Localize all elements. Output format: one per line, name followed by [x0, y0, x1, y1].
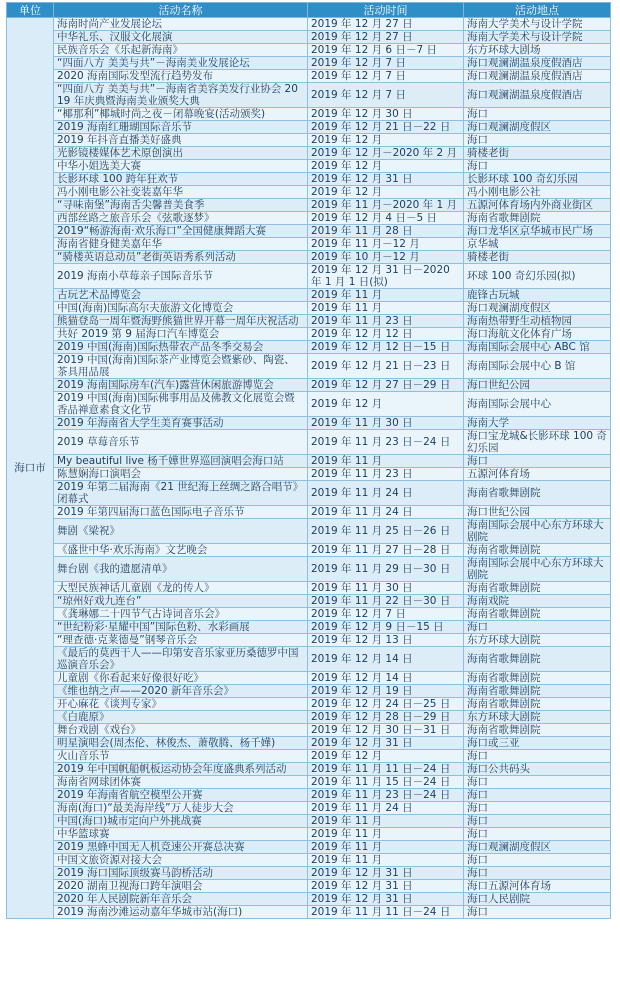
event-location-cell: 海口 — [464, 815, 611, 828]
event-name-cell: 2019 海南小草莓亲子国际音乐节 — [54, 264, 308, 289]
event-location-cell: 海口五源河体育场 — [464, 880, 611, 893]
event-time-cell: 2019 年 12 月 31 日 — [308, 880, 464, 893]
event-location-cell: 五源河体育场内外商业街区 — [464, 199, 611, 212]
event-location-cell: 海南热带野生动植物园 — [464, 315, 611, 328]
event-location-cell: 海口观澜湖度假区 — [464, 121, 611, 134]
event-location-cell: 海口 — [464, 802, 611, 815]
event-location-cell: 海口观澜湖度假区 — [464, 302, 611, 315]
table-row — [7, 582, 611, 595]
table-row — [7, 455, 611, 468]
table-row — [7, 199, 611, 212]
table-row — [7, 544, 611, 557]
event-location-cell: 海口观澜湖度假区 — [464, 841, 611, 854]
event-time-cell: 2019 年 11 月 15 日－24 日 — [308, 776, 464, 789]
event-time-cell: 2019 年 12 月 31 日 — [308, 893, 464, 906]
event-name-cell: 中华篮球赛 — [54, 828, 308, 841]
header-event-name: 活动名称 — [54, 3, 308, 18]
event-time-cell: 2019 年 12 月 12 日－15 日 — [308, 341, 464, 354]
event-location-cell: 海南省歌舞剧院 — [464, 544, 611, 557]
event-name-cell: My beautiful live 杨千嬅世界巡回演唱会海口站 — [54, 455, 308, 468]
event-name-cell: 开心麻花《谈判专家》 — [54, 698, 308, 711]
event-time-cell: 2019 年 12 月 19 日 — [308, 685, 464, 698]
event-location-cell: 五源河体育场 — [464, 468, 611, 481]
table-row — [7, 802, 611, 815]
event-name-cell: 2019 中国(海南)国际茶产业博览会暨紫砂、陶瓷、茶具用品展 — [54, 354, 308, 379]
table-row — [7, 264, 611, 289]
table-row — [7, 354, 611, 379]
table-row — [7, 789, 611, 802]
table-row — [7, 70, 611, 83]
event-location-cell: 海口 — [464, 455, 611, 468]
event-time-cell: 2019 年 12 月 — [308, 186, 464, 199]
table-row — [7, 685, 611, 698]
event-time-cell: 2019 年 11 月 — [308, 289, 464, 302]
table-row — [7, 44, 611, 57]
event-name-cell: 2020 海南国际发型流行趋势发布 — [54, 70, 308, 83]
event-name-cell: 火山音乐节 — [54, 750, 308, 763]
event-time-cell: 2019 年 12 月 6 日－7 日 — [308, 44, 464, 57]
event-location-cell: 海南国际会展中心东方环球大剧院 — [464, 557, 611, 582]
event-time-cell: 2019 年 11 月 24 日 — [308, 802, 464, 815]
event-time-cell: 2019 年 12 月 31 日 — [308, 867, 464, 880]
event-name-cell: 大型民族神话儿童剧《龙的传人》 — [54, 582, 308, 595]
event-name-cell: 中华小姐选美大赛 — [54, 160, 308, 173]
event-time-cell: 2019 年 12 月 28 日－29 日 — [308, 711, 464, 724]
event-location-cell: 海南省歌舞剧院 — [464, 608, 611, 621]
event-name-cell: “椰那利”椰城时尚之夜－闭幕晚宴(活动颁奖) — [54, 108, 308, 121]
event-name-cell: 中国文旅资源对接大会 — [54, 854, 308, 867]
event-table — [6, 2, 611, 919]
event-name-cell: “琼州好戏九连台” — [54, 595, 308, 608]
event-time-cell: 2019 年 11 月 — [308, 302, 464, 315]
event-name-cell: 《最后的莫西干人——印第安音乐家亚历桑德罗中国巡演音乐会》 — [54, 647, 308, 672]
event-location-cell: 海口 — [464, 854, 611, 867]
table-row — [7, 134, 611, 147]
event-time-cell: 2019 年 12 月 — [308, 392, 464, 417]
event-name-cell: 2019 中国(海南)国际热带农产品冬季交易会 — [54, 341, 308, 354]
event-time-cell: 2019 年 12 月－2020 年 2 月 — [308, 147, 464, 160]
event-name-cell: 海南省网球团体赛 — [54, 776, 308, 789]
table-row — [7, 711, 611, 724]
event-name-cell: “四面八方 美美与共”－海南美业发展论坛 — [54, 57, 308, 70]
event-location-cell: 海口 — [464, 134, 611, 147]
event-location-cell: 环球 100 奇幻乐园(拟) — [464, 264, 611, 289]
event-name-cell: 熊猫登岛一周年暨海野熊猫世界开幕一周年庆祝活动 — [54, 315, 308, 328]
table-row — [7, 724, 611, 737]
unit-cell: 海口市 — [7, 18, 54, 919]
event-name-cell: 2019 中国(海南)国际佛事用品及佛教文化展览会暨香品禅意素食文化节 — [54, 392, 308, 417]
event-name-cell: 儿童剧《你看起来好像很好吃》 — [54, 672, 308, 685]
event-location-cell: 海南省歌舞剧院 — [464, 582, 611, 595]
event-time-cell: 2019 年 11 月 29 日－30 日 — [308, 557, 464, 582]
event-location-cell: 海南大学 — [464, 417, 611, 430]
event-name-cell: 海南(海口)“最美海岸线”万人徒步大会 — [54, 802, 308, 815]
event-time-cell: 2019 年 12 月 7 日 — [308, 83, 464, 108]
table-row — [7, 776, 611, 789]
event-location-cell: 海口 — [464, 108, 611, 121]
event-location-cell: 海口龙华区京华城市民广场 — [464, 225, 611, 238]
event-location-cell: 海南省歌舞剧院 — [464, 672, 611, 685]
event-time-cell: 2019 年 12 月 27 日－29 日 — [308, 379, 464, 392]
table-row — [7, 893, 611, 906]
table-row — [7, 737, 611, 750]
event-time-cell: 2019 年 11 月 24 日 — [308, 481, 464, 506]
event-name-cell: 中国(海南)国际高尔夫旅游文化博览会 — [54, 302, 308, 315]
event-name-cell: 2019 草莓音乐节 — [54, 430, 308, 455]
event-time-cell: 2019 年 12 月 24 日－25 日 — [308, 698, 464, 711]
table-row — [7, 906, 611, 919]
event-location-cell: 海口人民剧院 — [464, 893, 611, 906]
event-time-cell: 2019 年 11 月 — [308, 815, 464, 828]
table-row — [7, 698, 611, 711]
event-name-cell: 2019“畅游海南·欢乐海口”全国健康舞蹈大赛 — [54, 225, 308, 238]
table-body — [7, 18, 611, 919]
event-name-cell: 光影镜楼媒体艺术原创演出 — [54, 147, 308, 160]
event-time-cell: 2019 年 12 月 9 日－15 日 — [308, 621, 464, 634]
event-location-cell: 海南省歌舞剧院 — [464, 481, 611, 506]
table-row — [7, 121, 611, 134]
event-time-cell: 2019 年 11 月 27 日－28 日 — [308, 544, 464, 557]
event-name-cell: 2019 年抖音直播美好盛典 — [54, 134, 308, 147]
event-location-cell: 海南省歌舞剧院 — [464, 647, 611, 672]
event-name-cell: 舞台戏剧《戏台》 — [54, 724, 308, 737]
table-row — [7, 481, 611, 506]
table-row — [7, 828, 611, 841]
event-location-cell: 长影环球 100 奇幻乐园 — [464, 173, 611, 186]
event-location-cell: 东方环球大剧院 — [464, 634, 611, 647]
table-row — [7, 18, 611, 31]
event-location-cell: 海南省歌舞剧院 — [464, 724, 611, 737]
event-location-cell: 海南戏院 — [464, 595, 611, 608]
event-name-cell: 民族音乐会《乐起新海南》 — [54, 44, 308, 57]
event-location-cell: 海口观澜湖温泉度假酒店 — [464, 83, 611, 108]
event-time-cell: 2019 年 11 月 30 日 — [308, 417, 464, 430]
event-time-cell: 2019 年 11 月 28 日 — [308, 225, 464, 238]
event-time-cell: 2019 年 11 月 30 日 — [308, 582, 464, 595]
event-name-cell: 海南省健身健美嘉年华 — [54, 238, 308, 251]
event-name-cell: 《盛世中华·欢乐海南》文艺晚会 — [54, 544, 308, 557]
event-location-cell: 骑楼老街 — [464, 251, 611, 264]
table-row — [7, 468, 611, 481]
table-row — [7, 341, 611, 354]
event-name-cell: “世纪粉彩·星耀中国”国际色粉、水彩画展 — [54, 621, 308, 634]
event-time-cell: 2019 年 11 月 23 日 — [308, 315, 464, 328]
table-row — [7, 519, 611, 544]
event-time-cell: 2019 年 12 月 27 日 — [308, 18, 464, 31]
event-time-cell: 2019 年 12 月 12 日 — [308, 328, 464, 341]
header-event-location: 活动地点 — [464, 3, 611, 18]
table-row — [7, 430, 611, 455]
table-row — [7, 379, 611, 392]
event-name-cell: 舞台剧《我的遗愿清单》 — [54, 557, 308, 582]
event-time-cell: 2019 年 11 月 22 日－30 日 — [308, 595, 464, 608]
event-time-cell: 2019 年 12 月 27 日 — [308, 31, 464, 44]
event-time-cell: 2019 年 11 月 25 日－26 日 — [308, 519, 464, 544]
event-location-cell: 海口 — [464, 828, 611, 841]
table-header-row — [7, 3, 611, 18]
event-name-cell: 2019 黑蜂中国无人机竞速公开赛总决赛 — [54, 841, 308, 854]
event-time-cell: 2019 年 11 月 23 日 — [308, 468, 464, 481]
event-time-cell: 2019 年 10 月－12 月 — [308, 251, 464, 264]
event-table-container — [6, 2, 610, 919]
event-name-cell: 冯小刚电影公社变装嘉年华 — [54, 186, 308, 199]
event-location-cell: 海口世纪公园 — [464, 506, 611, 519]
table-row — [7, 160, 611, 173]
event-name-cell: “四面八方 美美与共”－海南省美容美发行业协会 2019 年庆典暨海南美业颁奖大典 — [54, 83, 308, 108]
event-name-cell: 2019 海南沙滩运动嘉年华城市站(海口) — [54, 906, 308, 919]
event-name-cell: 古玩艺术品博览会 — [54, 289, 308, 302]
event-location-cell: 海口 — [464, 160, 611, 173]
event-time-cell: 2019 年 12 月 21 日－22 日 — [308, 121, 464, 134]
event-time-cell: 2019 年 11 月 — [308, 828, 464, 841]
event-location-cell: 海南大学美术与设计学院 — [464, 18, 611, 31]
table-row — [7, 621, 611, 634]
event-name-cell: 《白鹿原》 — [54, 711, 308, 724]
table-row — [7, 880, 611, 893]
table-row — [7, 750, 611, 763]
event-location-cell: 海口 — [464, 750, 611, 763]
event-time-cell: 2019 年 12 月 21 日－23 日 — [308, 354, 464, 379]
event-name-cell: 2019 年第二届海南《21 世纪海上丝绸之路合唱节》闭幕式 — [54, 481, 308, 506]
event-time-cell: 2019 年 12 月 14 日 — [308, 647, 464, 672]
table-row — [7, 815, 611, 828]
table-row — [7, 173, 611, 186]
table-row — [7, 328, 611, 341]
event-time-cell: 2019 年 11 月 23 日－24 日 — [308, 789, 464, 802]
event-time-cell: 2019 年 11 月－2020 年 1 月 — [308, 199, 464, 212]
event-name-cell: “寻味南堡”海南舌尖馨普美食季 — [54, 199, 308, 212]
table-row — [7, 83, 611, 108]
table-row — [7, 147, 611, 160]
header-event-time: 活动时间 — [308, 3, 464, 18]
table-row — [7, 417, 611, 430]
event-name-cell: 2019 年海南省大学生美育赛事活动 — [54, 417, 308, 430]
event-name-cell: 《龚琳娜二十四节气古诗词音乐会》 — [54, 608, 308, 621]
event-location-cell: 东方环球大剧场 — [464, 44, 611, 57]
event-location-cell: 海口宝龙城&长影环球 100 奇幻乐园 — [464, 430, 611, 455]
event-name-cell: 2019 年海南省航空模型公开赛 — [54, 789, 308, 802]
event-location-cell: 海南省歌舞剧院 — [464, 685, 611, 698]
event-location-cell: 海口 — [464, 621, 611, 634]
event-time-cell: 2019 年 12 月 31 日 — [308, 737, 464, 750]
event-name-cell: 中国(海口)城市定向户外挑战赛 — [54, 815, 308, 828]
event-time-cell: 2019 年 12 月 30 日－31 日 — [308, 724, 464, 737]
event-time-cell: 2019 年 12 月 13 日 — [308, 634, 464, 647]
event-time-cell: 2019 年 12 月 — [308, 160, 464, 173]
table-row — [7, 841, 611, 854]
event-time-cell: 2019 年 12 月 4 日－5 日 — [308, 212, 464, 225]
event-location-cell: 海口 — [464, 867, 611, 880]
table-row — [7, 302, 611, 315]
event-location-cell: 海口观澜湖温泉度假酒店 — [464, 57, 611, 70]
event-location-cell: 海口 — [464, 776, 611, 789]
table-row — [7, 289, 611, 302]
event-name-cell: 2019 年第四届海口蓝色国际电子音乐节 — [54, 506, 308, 519]
event-name-cell: “理查德·克莱德曼”钢琴音乐会 — [54, 634, 308, 647]
table-row — [7, 506, 611, 519]
table-row — [7, 608, 611, 621]
event-location-cell: 海南国际会展中心东方环球大剧院 — [464, 519, 611, 544]
event-location-cell: 海南国际会展中心 B 馆 — [464, 354, 611, 379]
event-name-cell: 共好 2019 第 9 届海口汽车博览会 — [54, 328, 308, 341]
event-name-cell: 2020 年人民剧院新年音乐会 — [54, 893, 308, 906]
event-location-cell: 海南国际会展中心 — [464, 392, 611, 417]
table-row — [7, 647, 611, 672]
table-row — [7, 672, 611, 685]
event-time-cell: 2019 年 12 月 30 日 — [308, 108, 464, 121]
event-name-cell: 2019 海南国际房车(汽车)露营休闲旅游博览会 — [54, 379, 308, 392]
table-row — [7, 57, 611, 70]
event-location-cell: 海南大学美术与设计学院 — [464, 31, 611, 44]
event-name-cell: 2019 海南红珊瑚国际音乐节 — [54, 121, 308, 134]
table-row — [7, 867, 611, 880]
event-name-cell: 2019 海口国际顶级赛马韵桥活动 — [54, 867, 308, 880]
event-name-cell: 《维也纳之声——2020 新年音乐会》 — [54, 685, 308, 698]
table-row — [7, 251, 611, 264]
event-location-cell: 冯小刚电影公社 — [464, 186, 611, 199]
event-location-cell: 海口或三亚 — [464, 737, 611, 750]
event-name-cell: 舞剧《梁祝》 — [54, 519, 308, 544]
event-time-cell: 2019 年 11 月 23 日－24 日 — [308, 430, 464, 455]
event-name-cell: 西部丝路之旅音乐会《弦歌逐梦》 — [54, 212, 308, 225]
event-location-cell: 海南省歌舞剧院 — [464, 698, 611, 711]
event-time-cell: 2019 年 11 月 — [308, 841, 464, 854]
table-row — [7, 238, 611, 251]
event-time-cell: 2019 年 12 月 7 日 — [308, 70, 464, 83]
table-row — [7, 595, 611, 608]
event-location-cell: 海口海航文化体育广场 — [464, 328, 611, 341]
event-name-cell: 海南时尚产业发展论坛 — [54, 18, 308, 31]
event-time-cell: 2019 年 12 月 — [308, 750, 464, 763]
table-row — [7, 634, 611, 647]
event-location-cell: 东方环球大剧院 — [464, 711, 611, 724]
event-name-cell: 2020 湖南卫视海口跨年演唱会 — [54, 880, 308, 893]
table-row — [7, 854, 611, 867]
event-time-cell: 2019 年 11 月 — [308, 854, 464, 867]
event-time-cell: 2019 年 12 月 — [308, 134, 464, 147]
event-time-cell: 2019 年 11 月 11 日－24 日 — [308, 906, 464, 919]
event-time-cell: 2019 年 12 月 14 日 — [308, 672, 464, 685]
table-row — [7, 212, 611, 225]
table-row — [7, 763, 611, 776]
event-location-cell: 海南国际会展中心 ABC 馆 — [464, 341, 611, 354]
event-name-cell: 明星演唱会(周杰伦、林俊杰、萧敬腾、杨千嬅) — [54, 737, 308, 750]
event-location-cell: 骑楼老街 — [464, 147, 611, 160]
event-location-cell: 海南省歌舞剧院 — [464, 212, 611, 225]
event-time-cell: 2019 年 11 月 11 日－24 日 — [308, 763, 464, 776]
event-time-cell: 2019 年 11 月 24 日 — [308, 506, 464, 519]
event-time-cell: 2019 年 12 月 31 日－2020 年 1 月 1 日(拟) — [308, 264, 464, 289]
event-name-cell: 中华礼乐、汉服文化展演 — [54, 31, 308, 44]
table-row — [7, 108, 611, 121]
table-row — [7, 392, 611, 417]
event-name-cell: “骑楼英语总动员”老街英语秀系列活动 — [54, 251, 308, 264]
event-time-cell: 2019 年 12 月 31 日 — [308, 173, 464, 186]
event-name-cell: 2019 年中国帆船帆板运动协会年度盛典系列活动 — [54, 763, 308, 776]
table-row — [7, 225, 611, 238]
table-row — [7, 315, 611, 328]
table-row — [7, 31, 611, 44]
event-location-cell: 鹿锋古玩城 — [464, 289, 611, 302]
event-time-cell: 2019 年 11 月 — [308, 455, 464, 468]
event-location-cell: 京华城 — [464, 238, 611, 251]
header-unit: 单位 — [7, 3, 54, 18]
event-location-cell: 海口公共码头 — [464, 763, 611, 776]
event-location-cell: 海口观澜湖温泉度假酒店 — [464, 70, 611, 83]
event-time-cell: 2019 年 12 月 7 日 — [308, 57, 464, 70]
table-row — [7, 557, 611, 582]
event-time-cell: 2019 年 11 月－12 月 — [308, 238, 464, 251]
event-location-cell: 海口世纪公园 — [464, 379, 611, 392]
event-name-cell: 陈慧娴海口演唱会 — [54, 468, 308, 481]
event-location-cell: 海口 — [464, 906, 611, 919]
event-location-cell: 海口 — [464, 789, 611, 802]
event-time-cell: 2019 年 12 月 7 日 — [308, 608, 464, 621]
event-name-cell: 长影环球 100 跨年狂欢节 — [54, 173, 308, 186]
table-row — [7, 186, 611, 199]
